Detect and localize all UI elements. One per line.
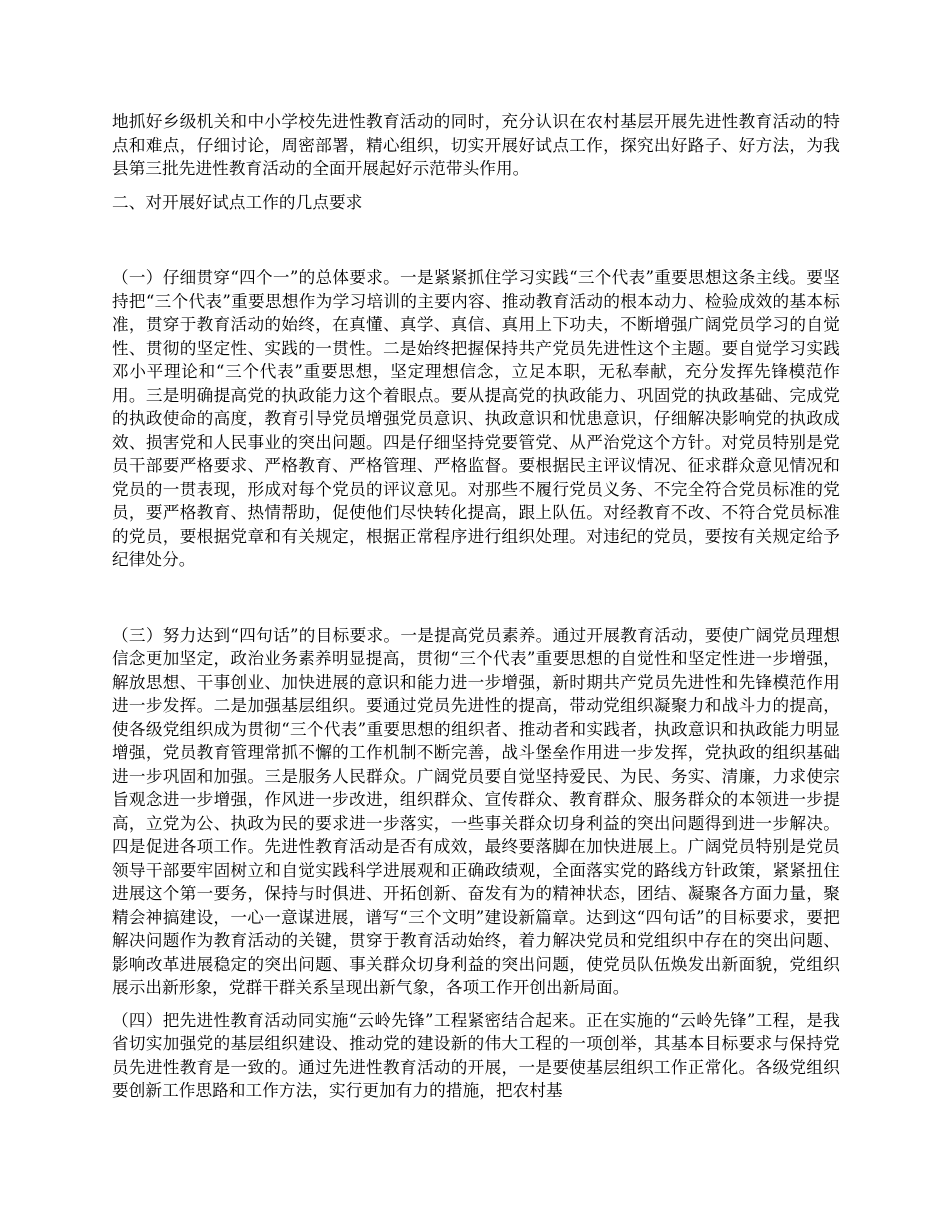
section-heading-requirements: 二、对开展好试点工作的几点要求 <box>112 192 363 212</box>
paragraph-section-four: （四）把先进性教育活动同实施“云岭先锋”工程紧密结合起来。正在实施的“云岭先锋”工程，是我省切实加强党的基层组织建设、推动党的建设新的伟大工程的一项创举，其基本目标要求与保持党员先进性教育是一致的。通过先进性教育活动的开展，一是要使基层组织工作正常化。各级党组织要创新工作思路和工作方法，实行更加有力的措施，把农村基 <box>112 1010 840 1100</box>
paragraph-section-one: （一）仔细贯穿“四个一”的总体要求。一是紧紧抓住学习实践“三个代表”重要思想这条主线。要坚持把“三个代表”重要思想作为学习培训的主要内容、推动教育活动的根本动力、检验成效的基本标准，贯穿于教育活动的始终，在真懂、真学、真信、真用上下功夫，不断增强广阔党员学习的自觉性、贯彻的坚定性、实践的一贯性。二是始终把握保持共产党员先进性这个主题。要自觉学习实践邓小平理论和“三个代表”重要思想，坚定理想信念，立足本职，无私奉献，充分发挥先锋模范作用。三是明确提高党的执政能力这个着眼点。要从提高党的执政能力、巩固党的执政基础、完成党的执政使命的高度，教育引导党员增强党员意识、执政意识和忧患意识，仔细解决影响党的执政成效、损害党和人民事业的突出问题。四是仔细坚持党要管党、从严治党这个方针。对党员特别是党员干部要严格要求、严格教育、严格管理、严格监督。要根据民主评议情况、征求群众意见情况和党员的一贯表现，形成对每个党员的评议意见。对那些不履行党员义务、不完全符合党员标准的党员，要严格教育、热情帮助，促使他们尽快转化提高，跟上队伍。对经教育不改、不符合党员标准的党员，要根据党章和有关规定，根据正常程序进行组织处理。对违纪的党员，要按有关规定给予纪律处分。 <box>112 268 840 569</box>
paragraph-section-three: （三）努力达到“四句话”的目标要求。一是提高党员素养。通过开展教育活动，要使广阔党员理想信念更加坚定，政治业务素养明显提高，贯彻“三个代表”重要思想的自觉性和坚定性进一步增强，解放思想、干事创业、加快进展的意识和能力进一步增强，新时期共产党员先进性和先锋模范作用进一步发挥。二是加强基层组织。要通过党员先进性的提高，带动党组织凝聚力和战斗力的提高，使各级党组织成为贯彻“三个代表”重要思想的组织者、推动者和实践者，执政意识和执政能力明显增强，党员教育管理常抓不懈的工作机制不断完善，战斗堡垒作用进一步发挥，党执政的组织基础进一步巩固和加强。三是服务人民群众。广阔党员要自觉坚持爱民、为民、务实、清廉，力求使宗旨观念进一步增强，作风进一步改进，组织群众、宣传群众、教育群众、服务群众的本领进一步提高，立党为公、执政为民的要求进一步落实，一些事关群众切身利益的突出问题得到进一步解决。四是促进各项工作。先进性教育活动是否有成效，最终要落脚在加快进展上。广阔党员特别是党员领导干部要牢固树立和自觉实践科学进展观和正确政绩观，全面落实党的路线方针政策，紧紧扭住进展这个第一要务，保持与时俱进、开拓创新、奋发有为的精神状态，团结、凝聚各方面力量，聚精会神搞建设，一心一意谋进展，谱写“三个文明”建设新篇章。达到这“四句话”的目标要求，要把解决问题作为教育活动的关键，贯穿于教育活动始终，着力解决党员和党组织中存在的突出问题、影响改革进展稳定的突出问题、事关群众切身利益的突出问题，使党员队伍焕发出新面貌，党组织展示出新形象，党群干群关系呈现出新气象，各项工作开创出新局面。 <box>112 625 840 997</box>
document-body <box>112 110 840 1103</box>
paragraph-intro-continuation: 地抓好乡级机关和中小学校先进性教育活动的同时，充分认识在农村基层开展先进性教育活动的特点和难点，仔细讨论，周密部署，精心组织，切实开展好试点工作，探究出好路子、好方法，为我县第三批先进性教育活动的全面开展起好示范带头作用。 <box>112 112 840 178</box>
